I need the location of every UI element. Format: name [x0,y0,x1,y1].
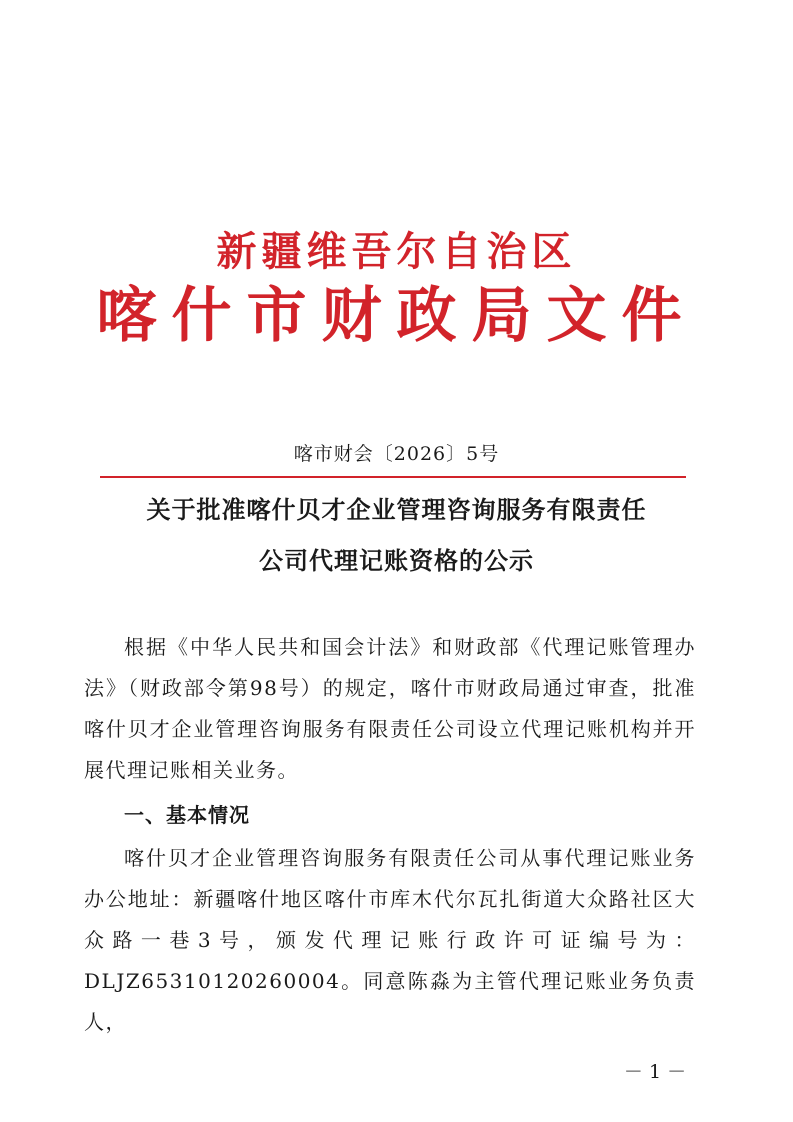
issuer-document-header: 喀什市财政局文件 [96,281,697,351]
body-paragraph-1 [84,627,696,791]
page-number: － 1 － [623,1061,687,1083]
document-title-line-2: 公司代理记账资格的公示 [259,547,534,575]
body-paragraph-2 [84,838,696,1043]
paragraph-text: 喀什贝才企业管理咨询服务有限责任公司从事代理记账业务办公地址：新疆喀什地区喀什市库木代尔瓦扎街道大众路社区大众路一巷3号，颁发代理记账行政许可证编号为：DLJZ65310120260004。同意陈淼为主管代理记账业务负责人， [84,846,696,1034]
header-red-rule [100,476,686,478]
issuer-region: 新疆维吾尔自治区 [216,228,577,275]
document-title-line-1: 关于批准喀什贝才企业管理咨询服务有限责任 [146,496,647,524]
document-number: 喀市财会〔2026〕5号 [293,443,500,465]
section-heading-basic-info: 一、基本情况 [124,803,250,827]
paragraph-text: 根据《中华人民共和国会计法》和财政部《代理记账管理办法》（财政部令第98号）的规定，喀什市财政局通过审查，批准喀什贝才企业管理咨询服务有限责任公司设立代理记账机构并开展代理记账相关业务。 [84,635,696,782]
